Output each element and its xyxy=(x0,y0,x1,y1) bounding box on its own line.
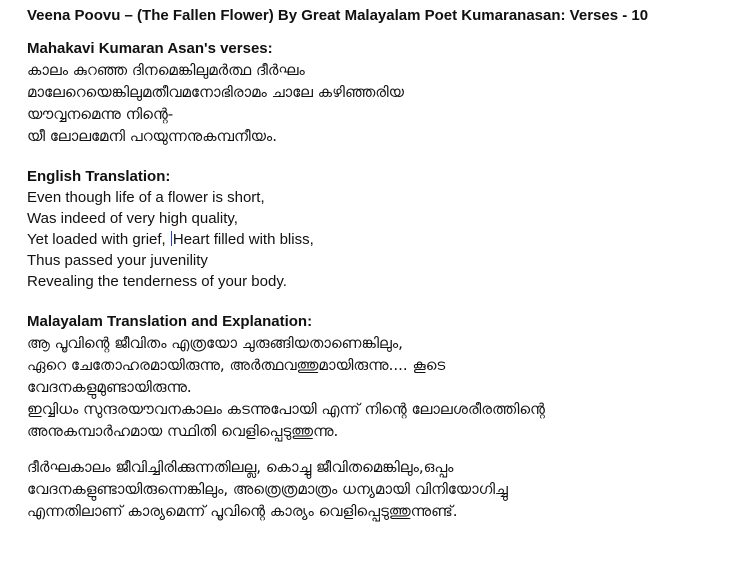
explanation-line: ഇവ്വിധം സുന്ദരയൗവനകാലം കടന്നുപോയി എന്ന് നിന്റെ ലോലശരീരത്തിന്റെ xyxy=(27,400,545,418)
document-body xyxy=(27,6,743,522)
explanation-line: എന്നതിലാണ് കാര്യമെന്ന് പൂവിന്റെ കാര്യം വെളിപ്പെടുത്തുന്നുണ്ട്. xyxy=(27,502,458,520)
malayalam-explanation-heading: Malayalam Translation and Explanation: xyxy=(27,313,313,330)
document-title: Veena Poovu – (The Fallen Flower) By Great Malayalam Poet Kumaranasan: Verses - 10 xyxy=(27,7,649,24)
explanation-line: വേദനകളുമുണ്ടായിരുന്നു. xyxy=(27,378,192,396)
translation-line-part: Yet loaded with grief, xyxy=(27,231,170,248)
translation-line xyxy=(27,229,743,250)
translation-line-part: Heart filled with bliss, xyxy=(172,231,314,248)
translation-line: Even though life of a flower is short, xyxy=(27,189,265,206)
translation-line: Thus passed your juvenility xyxy=(27,252,208,269)
section-spacer xyxy=(27,292,743,312)
text-cursor xyxy=(171,231,172,246)
translation-line: Revealing the tenderness of your body. xyxy=(27,273,287,290)
explanation-line: വേദനകളുണ്ടായിരുന്നെങ്കിലും, അത്രെത്രമാത്രം ധന്യമായി വിനിയോഗിച്ചു xyxy=(27,480,508,498)
english-translation-heading: English Translation: xyxy=(27,168,171,185)
verse-line: യീ ലോലമേനി പറയുന്നനുകമ്പനീയം. xyxy=(27,127,277,145)
explanation-line: ഏറെ ചേതോഹരമായിരുന്നു, അർത്ഥവത്തുമായിരുന്നു.... കൂടെ xyxy=(27,356,446,374)
explanation-line: ദീർഘകാലം ജീവിച്ചിരിക്കുന്നതിലല്ല, കൊച്ചു ജീവിതമെങ്കിലും,ഒപ്പം xyxy=(27,458,454,476)
explanation-line: ആ പൂവിന്റെ ജീവിതം എത്രയോ ചുരുങ്ങിയതാണെങ്കിലും, xyxy=(27,334,403,352)
malayalam-explanation-section xyxy=(27,312,743,522)
verse-line: മാലേറെയെങ്കിലുമതീവമനോഭിരാമം ചാലേ കഴിഞ്ഞരിയ xyxy=(27,83,404,101)
translation-line: Was indeed of very high quality, xyxy=(27,210,238,227)
verse-line: യൗവ്വനമെന്നു നിന്റെ- xyxy=(27,105,174,123)
verse-line: കാലം കുറഞ്ഞ ദിനമെങ്കിലുമർത്ഥ ദീർഘം xyxy=(27,61,305,79)
original-verses-section xyxy=(27,39,743,147)
english-translation-section xyxy=(27,167,743,292)
section-spacer xyxy=(27,147,743,167)
original-verses-heading: Mahakavi Kumaran Asan's verses: xyxy=(27,40,273,57)
paragraph-spacer xyxy=(27,442,743,456)
explanation-line: അനുകമ്പാർഹമായ സ്ഥിതി വെളിപ്പെടുത്തുന്നു. xyxy=(27,422,339,440)
